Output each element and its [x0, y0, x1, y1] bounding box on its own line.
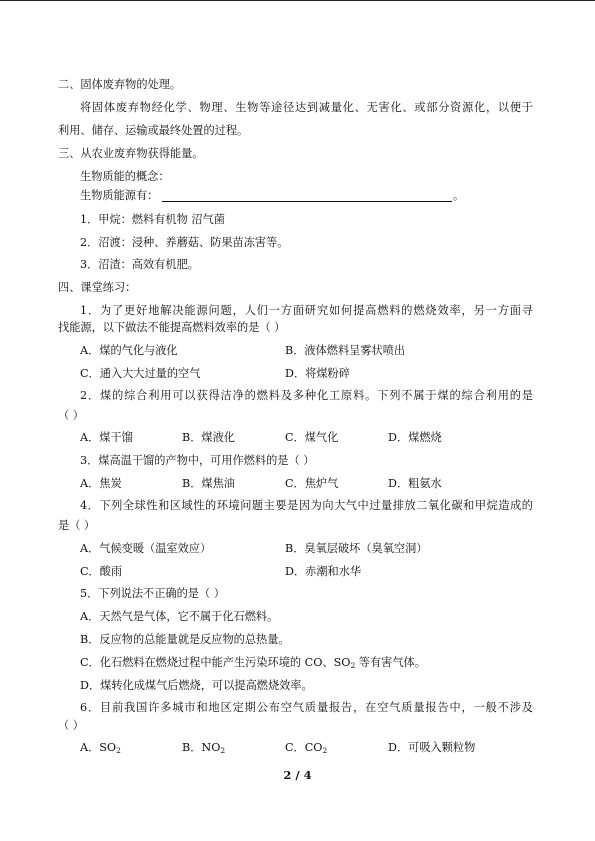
q5-option-b: B．反应物的总能量就是反应物的总热量。	[80, 633, 290, 646]
section3-item-3: 3．沼渣：高效有机肥。	[80, 258, 199, 271]
q5-line1: 5．下列说法不正确的是（ ）	[80, 587, 225, 600]
q4-option-d: D．赤潮和水华	[285, 565, 362, 578]
q6-option-a-subscript: 2	[116, 746, 121, 755]
q1-option-b: B．液体燃料呈雾状喷出	[285, 344, 406, 357]
q6-option-b	[182, 741, 225, 755]
q1-option-a: A．煤的气化与液化	[80, 344, 178, 357]
q4-option-a: A．气候变暖（温室效应）	[80, 542, 212, 555]
q5-option-c-subscript: 2	[350, 661, 356, 670]
q1-option-d: D．将煤粉碎	[285, 367, 350, 380]
q2-option-b: B．煤液化	[182, 431, 235, 444]
q6-option-c-text: C．CO	[285, 741, 323, 754]
biomass-sources-end: 。	[453, 189, 465, 202]
q6-option-a-text: A．SO	[80, 741, 117, 754]
q5-option-d: D．煤转化成煤气后燃烧，可以提高燃烧效率。	[80, 679, 313, 692]
q5-option-c	[80, 656, 426, 670]
q6-option-a	[80, 741, 121, 755]
q4-option-c: C．酸雨	[80, 565, 123, 578]
section2-paragraph-line2: 利用、储存、运输或最终处置的过程。	[58, 124, 249, 137]
biomass-sources-label: 生物质能源有：	[80, 189, 159, 202]
q2-option-c: C．煤气化	[285, 431, 339, 444]
biomass-sources-blank[interactable]	[162, 201, 452, 202]
q5-option-c-text-end: 等有害气体。	[355, 656, 426, 669]
q3-option-a: A．焦炭	[80, 477, 122, 490]
q2-line2: （ ）	[58, 409, 84, 422]
q5-option-a: A．天然气是气体，它不属于化石燃料。	[80, 610, 279, 623]
q1-line2: 找能源，以下做法不能提高燃料效率的是（ ）	[58, 321, 286, 334]
q6-option-b-text: B．NO	[182, 741, 221, 754]
q6-option-c	[285, 741, 327, 755]
q6-option-b-subscript: 2	[220, 746, 226, 755]
section3-heading: 三、从农业废弃物获得能量。	[58, 147, 204, 160]
q6-line1: 6．目前我国许多城市和地区定期公布空气质量报告，在空气质量报告中，一般不涉及	[80, 701, 533, 714]
q4-line2: 是（ ）	[58, 519, 96, 532]
section3-item-1: 1．甲烷：燃料有机物 沼气菌	[80, 213, 225, 226]
q6-option-d: D．可吸入颗粒物	[388, 741, 476, 754]
q1-option-c: C．通入大大过量的空气	[80, 367, 201, 380]
section2-heading: 二、固体废弃物的处理。	[58, 78, 182, 91]
q1-line1: 1．为了更好地解决能源问题，人们一方面研究如何提高燃料的燃烧效率，另一方面寻	[80, 304, 533, 317]
q6-option-c-subscript: 2	[322, 746, 328, 755]
q2-option-d: D．煤燃烧	[388, 431, 442, 444]
q3-line1: 3．煤高温干馏的产物中，可用作燃料的是（ ）	[80, 454, 315, 467]
biomass-concept-label: 生物质能的概念：	[80, 170, 170, 183]
q2-line1: 2．煤的综合利用可以获得洁净的燃料及多种化工原料。下列不属于煤的综合利用的是	[80, 389, 533, 402]
section3-item-2: 2．沼渡：浸种、养蘑菇、防果苗冻害等。	[80, 236, 289, 249]
q3-option-d: D．粗氨水	[388, 477, 442, 490]
q4-option-b: B．臭氧层破坏（臭氧空洞）	[285, 542, 428, 555]
section4-heading: 四、课堂练习：	[58, 281, 137, 294]
q6-line2: （ ）	[58, 719, 84, 732]
q5-option-c-text: C．化石燃料在燃烧过程中能产生污染环境的 CO、SO	[80, 656, 351, 669]
q2-option-a: A．煤干馏	[80, 431, 133, 444]
section2-paragraph-line1: 将固体废弃物经化学、物理、生物等途径达到减量化、无害化、或部分资源化，以便于	[80, 101, 533, 114]
q4-line1: 4．下列全球性和区域性的环境问题主要是因为向大气中过量排放二氧化碳和甲烷造成的	[80, 499, 533, 512]
q3-option-b: B．煤焦油	[182, 477, 235, 490]
page-number: 2 / 4	[283, 768, 312, 782]
q3-option-c: C．焦炉气	[285, 477, 339, 490]
